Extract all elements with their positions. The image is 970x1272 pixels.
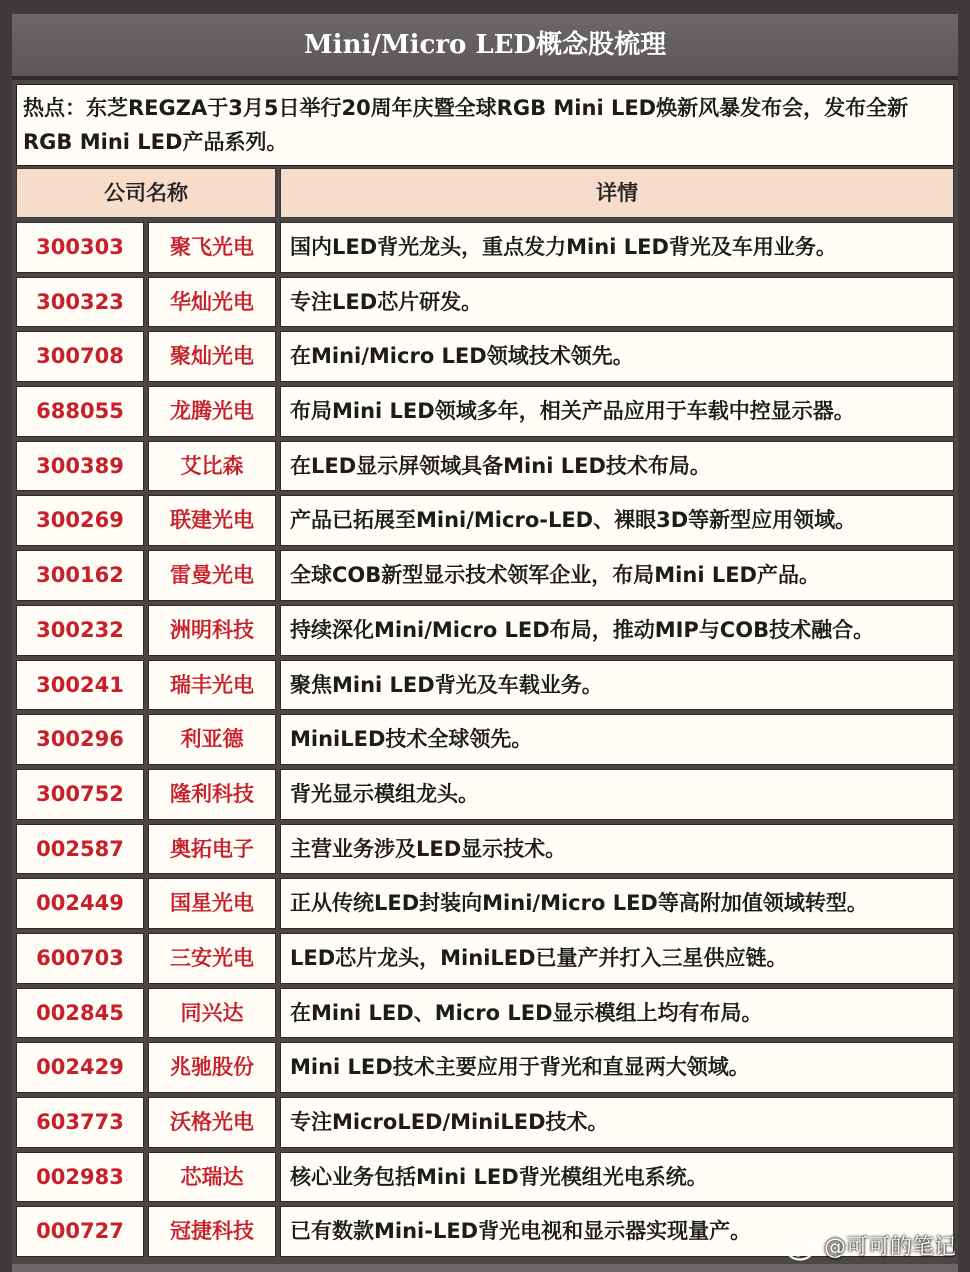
stock-code: 300232 xyxy=(16,605,144,656)
header-company: 公司名称 xyxy=(16,168,276,218)
table-row xyxy=(16,603,954,658)
stock-code: 300708 xyxy=(16,331,144,382)
stock-table-body xyxy=(16,220,954,1259)
stock-code: 300303 xyxy=(16,222,144,273)
table-row xyxy=(16,1095,954,1150)
company-detail: 聚焦Mini LED背光及车载业务。 xyxy=(280,660,954,711)
company-detail: 背光显示模组龙头。 xyxy=(280,769,954,820)
company-name: 华灿光电 xyxy=(148,277,276,328)
company-name: 国星光电 xyxy=(148,878,276,929)
stock-code: 600703 xyxy=(16,933,144,984)
company-detail: 已有数款Mini-LED背光电视和显示器实现量产。 xyxy=(280,1206,954,1257)
hot-topic-note: 热点：东芝REGZA于3月5日举行20周年庆暨全球RGB Mini LED焕新风暴发布会，发布全新RGB Mini LED产品系列。 xyxy=(16,84,954,166)
stock-code: 002429 xyxy=(16,1042,144,1093)
stock-code: 300389 xyxy=(16,441,144,492)
stock-code: 300323 xyxy=(16,277,144,328)
company-name: 同兴达 xyxy=(148,988,276,1039)
stock-code: 300752 xyxy=(16,769,144,820)
stock-code: 300269 xyxy=(16,495,144,546)
sheet-title: Mini/Micro LED概念股梳理 xyxy=(12,14,958,80)
company-name: 三安光电 xyxy=(148,933,276,984)
watermark-text: @可可的笔记 xyxy=(823,1235,956,1260)
table-row xyxy=(16,876,954,931)
company-detail: 国内LED背光龙头，重点发力Mini LED背光及车用业务。 xyxy=(280,222,954,273)
company-detail: Mini LED技术主要应用于背光和直显两大领域。 xyxy=(280,1042,954,1093)
company-detail: 主营业务涉及LED显示技术。 xyxy=(280,824,954,875)
table-row xyxy=(16,439,954,494)
stock-code: 300241 xyxy=(16,660,144,711)
table-row xyxy=(16,493,954,548)
company-detail: 专注MicroLED/MiniLED技术。 xyxy=(280,1097,954,1148)
weibo-icon xyxy=(786,1235,820,1261)
stock-code: 002449 xyxy=(16,878,144,929)
company-detail: 在LED显示屏领域具备Mini LED技术布局。 xyxy=(280,441,954,492)
company-detail: 核心业务包括Mini LED背光模组光电系统。 xyxy=(280,1152,954,1203)
company-detail: 布局Mini LED领域多年，相关产品应用于车载中控显示器。 xyxy=(280,386,954,437)
header-detail: 详情 xyxy=(280,168,954,218)
table-row xyxy=(16,822,954,877)
company-name: 奥拓电子 xyxy=(148,824,276,875)
company-name: 利亚德 xyxy=(148,714,276,765)
company-detail: 产品已拓展至Mini/Micro-LED、裸眼3D等新型应用领域。 xyxy=(280,495,954,546)
company-name: 沃格光电 xyxy=(148,1097,276,1148)
table-row xyxy=(16,548,954,603)
company-detail: LED芯片龙头，MiniLED已量产并打入三星供应链。 xyxy=(280,933,954,984)
weibo-watermark xyxy=(786,1232,956,1264)
table-row xyxy=(16,986,954,1041)
company-detail: 在Mini LED、Micro LED显示模组上均有布局。 xyxy=(280,988,954,1039)
table-row xyxy=(16,712,954,767)
stock-code: 002983 xyxy=(16,1152,144,1203)
table-row xyxy=(16,220,954,275)
company-detail: 全球COB新型显示技术领军企业，布局Mini LED产品。 xyxy=(280,550,954,601)
concept-stock-sheet xyxy=(12,14,958,1272)
company-detail: MiniLED技术全球领先。 xyxy=(280,714,954,765)
stock-code: 000727 xyxy=(16,1206,144,1257)
table-row xyxy=(16,931,954,986)
company-name: 聚灿光电 xyxy=(148,331,276,382)
company-name: 隆利科技 xyxy=(148,769,276,820)
company-detail: 专注LED芯片研发。 xyxy=(280,277,954,328)
stock-code: 688055 xyxy=(16,386,144,437)
table-row xyxy=(16,275,954,330)
company-name: 瑞丰光电 xyxy=(148,660,276,711)
stock-code: 300162 xyxy=(16,550,144,601)
company-name: 雷曼光电 xyxy=(148,550,276,601)
stock-code: 002587 xyxy=(16,824,144,875)
company-detail: 正从传统LED封装向Mini/Micro LED等高附加值领域转型。 xyxy=(280,878,954,929)
stock-code: 603773 xyxy=(16,1097,144,1148)
table-row xyxy=(16,1040,954,1095)
company-detail: 持续深化Mini/Micro LED布局，推动MIP与COB技术融合。 xyxy=(280,605,954,656)
company-name: 兆驰股份 xyxy=(148,1042,276,1093)
table-row xyxy=(16,658,954,713)
table-row xyxy=(16,1150,954,1205)
table-header xyxy=(16,168,954,218)
company-name: 洲明科技 xyxy=(148,605,276,656)
table-row xyxy=(16,767,954,822)
table-row xyxy=(16,329,954,384)
company-name: 联建光电 xyxy=(148,495,276,546)
company-name: 冠捷科技 xyxy=(148,1206,276,1257)
company-name: 聚飞光电 xyxy=(148,222,276,273)
table-row xyxy=(16,384,954,439)
company-name: 艾比森 xyxy=(148,441,276,492)
stock-code: 002845 xyxy=(16,988,144,1039)
company-name: 龙腾光电 xyxy=(148,386,276,437)
stock-code: 300296 xyxy=(16,714,144,765)
company-detail: 在Mini/Micro LED领域技术领先。 xyxy=(280,331,954,382)
bottom-strip xyxy=(12,1264,958,1272)
company-name: 芯瑞达 xyxy=(148,1152,276,1203)
